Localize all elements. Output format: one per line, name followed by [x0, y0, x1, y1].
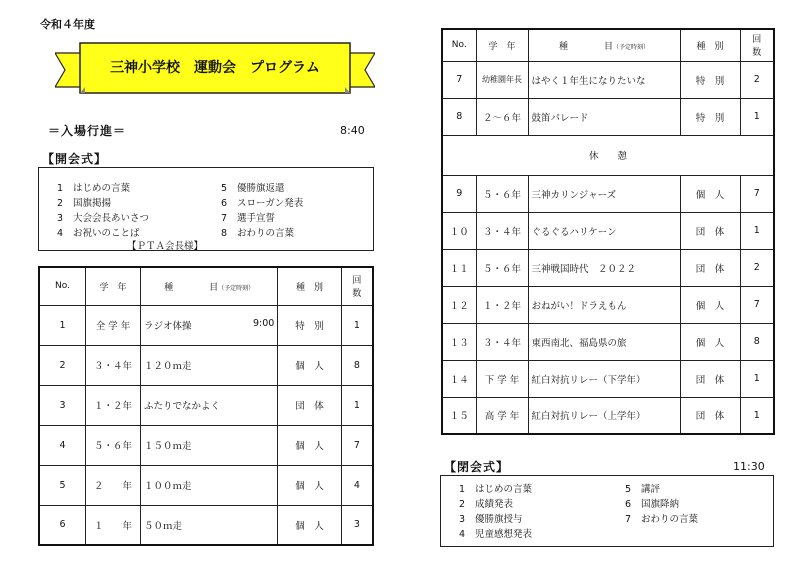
cell-count: 1 [740, 212, 774, 249]
cell-grade: ３・４年 [86, 345, 141, 385]
cell-event: 東西南北、福島県の旅 [528, 323, 680, 360]
cell-count: 3 [341, 505, 373, 545]
cell-count: 7 [341, 425, 373, 465]
header-count: 回 数 [341, 267, 373, 305]
cell-grade: １ 年 [86, 505, 141, 545]
header-event: 種 目（予定時刻） [140, 267, 277, 305]
list-item: 3 優勝旗授与 [459, 514, 523, 525]
cell-grade: 幼稚園年長 [476, 61, 528, 98]
cell-grade: 全 学 年 [86, 305, 141, 345]
entry-label: ＝入場行進＝ [48, 124, 127, 138]
table-row [442, 212, 774, 249]
cell-event: ふたりでなかよく [140, 385, 277, 425]
cell-grade: ３・４年 [476, 323, 528, 360]
cell-type: 個 人 [278, 505, 341, 545]
list-item: 5 講評 [625, 484, 661, 495]
list-item: 1 はじめの言葉 [57, 183, 131, 194]
table-row [442, 360, 774, 397]
program-table-right [441, 28, 775, 435]
break-row [442, 135, 774, 175]
list-item: 6 スローガン発表 [221, 198, 304, 209]
header-count: 回 数 [740, 29, 774, 61]
cell-event: おねがい！ドラえもん [528, 286, 680, 323]
header-event: 種 目（予定時刻） [528, 29, 680, 61]
table-row [39, 505, 373, 545]
cell-no: １４ [442, 360, 476, 397]
cell-grade: ２ 年 [86, 465, 141, 505]
list-item: 6 国旗降納 [625, 499, 680, 510]
closing-time: 11:30 [733, 460, 765, 473]
cell-grade: １・２年 [476, 286, 528, 323]
table-row [442, 249, 774, 286]
cell-count: 7 [740, 286, 774, 323]
cell-count: 8 [341, 345, 373, 385]
list-item: 1 はじめの言葉 [459, 484, 533, 495]
table-header-row [39, 267, 373, 305]
cell-event: １００ｍ走 [140, 465, 277, 505]
cell-count: 1 [341, 385, 373, 425]
cell-type: 団 体 [680, 397, 740, 434]
cell-type: 個 人 [680, 323, 740, 360]
cell-event: 紅白対抗リレー（下学年） [528, 360, 680, 397]
cell-grade: 下 学 年 [476, 360, 528, 397]
cell-no: １１ [442, 249, 476, 286]
closing-ceremony-box [440, 475, 774, 547]
cell-no: 8 [442, 98, 476, 135]
list-item: 3 大会会長あいさつ [57, 213, 150, 224]
cell-grade: ２～６年 [476, 98, 528, 135]
cell-no: 1 [39, 305, 86, 345]
cell-type: 団 体 [680, 249, 740, 286]
cell-type: 特 別 [680, 61, 740, 98]
cell-event: 鼓笛パレード [528, 98, 680, 135]
cell-type: 個 人 [680, 175, 740, 212]
cell-event: はやく１年生になりたいな [528, 61, 680, 98]
year-label: 令和４年度 [40, 18, 95, 31]
list-item: 2 国旗掲揚 [57, 198, 112, 209]
table-row [442, 323, 774, 360]
break-label: 休 憩 [442, 135, 774, 175]
cell-event: １５０ｍ走 [140, 425, 277, 465]
cell-type: 特 別 [278, 305, 341, 345]
cell-grade: ３・４年 [476, 212, 528, 249]
cell-no: 5 [39, 465, 86, 505]
cell-time: 9:00 [253, 318, 275, 329]
cell-count: 2 [740, 61, 774, 98]
header-grade: 学 年 [86, 267, 141, 305]
list-item: 7 おわりの言葉 [625, 514, 699, 525]
cell-event: 三神戦国時代 ２０２２ [528, 249, 680, 286]
list-item: 4 児童感想発表 [459, 529, 533, 540]
cell-no: 6 [39, 505, 86, 545]
table-row [442, 61, 774, 98]
list-item: 5 優勝旗返還 [221, 183, 285, 194]
table-row [39, 305, 373, 345]
opening-label: 【開会式】 [42, 152, 108, 166]
list-item: 7 選手宣誓 [221, 213, 276, 224]
closing-label: 【閉会式】 [444, 460, 510, 474]
cell-no: 7 [442, 61, 476, 98]
cell-count: 1 [341, 305, 373, 345]
header-grade: 学 年 [476, 29, 528, 61]
cell-type: 個 人 [680, 286, 740, 323]
cell-count: 8 [740, 323, 774, 360]
cell-no: １３ [442, 323, 476, 360]
header-no: No. [442, 29, 476, 61]
cell-count: 7 [740, 175, 774, 212]
cell-no: 4 [39, 425, 86, 465]
cell-type: 特 別 [680, 98, 740, 135]
cell-grade: ５・６年 [476, 249, 528, 286]
table-row [442, 98, 774, 135]
list-item: 8 おわりの言葉 [221, 228, 295, 239]
cell-type: 個 人 [278, 425, 341, 465]
pta-note: 【ＰＴＡ会長様】 [127, 241, 204, 252]
table-row [39, 345, 373, 385]
table-row [39, 385, 373, 425]
table-row [39, 465, 373, 505]
cell-no: １２ [442, 286, 476, 323]
cell-type: 個 人 [278, 345, 341, 385]
cell-grade: １・２年 [86, 385, 141, 425]
program-table-left [38, 266, 374, 546]
table-row [442, 175, 774, 212]
cell-count: 4 [341, 465, 373, 505]
opening-ceremony-box [38, 167, 374, 251]
header-type: 種 別 [680, 29, 740, 61]
cell-type: 団 体 [278, 385, 341, 425]
table-row [442, 397, 774, 434]
table-row [442, 286, 774, 323]
cell-count: 1 [740, 98, 774, 135]
cell-type: 団 体 [680, 212, 740, 249]
cell-no: 9 [442, 175, 476, 212]
cell-event: 紅白対抗リレー（上学年） [528, 397, 680, 434]
cell-event: ラジオ体操 9:00 [140, 305, 277, 345]
table-header-row [442, 29, 774, 61]
cell-grade: ５・６年 [476, 175, 528, 212]
table-row [39, 425, 373, 465]
cell-event: ぐるぐるハリケーン [528, 212, 680, 249]
cell-count: 1 [740, 397, 774, 434]
cell-event: ５０ｍ走 [140, 505, 277, 545]
cell-no: 3 [39, 385, 86, 425]
cell-type: 個 人 [278, 465, 341, 505]
entry-time: 8:40 [340, 124, 365, 137]
cell-event: 三神カリンジャーズ [528, 175, 680, 212]
page-title: 三神小学校 運動会 プログラム [110, 60, 320, 76]
list-item: 2 成績発表 [459, 499, 514, 510]
cell-count: 2 [740, 249, 774, 286]
cell-grade: 高 学 年 [476, 397, 528, 434]
cell-type: 団 体 [680, 360, 740, 397]
cell-count: 1 [740, 360, 774, 397]
cell-no: １０ [442, 212, 476, 249]
cell-no: 2 [39, 345, 86, 385]
header-type: 種 別 [278, 267, 341, 305]
cell-no: １５ [442, 397, 476, 434]
cell-grade: ５・６年 [86, 425, 141, 465]
header-no: No. [39, 267, 86, 305]
list-item: 4 お祝いのことば [57, 228, 140, 239]
cell-event: １２０ｍ走 [140, 345, 277, 385]
title-banner [55, 35, 375, 105]
